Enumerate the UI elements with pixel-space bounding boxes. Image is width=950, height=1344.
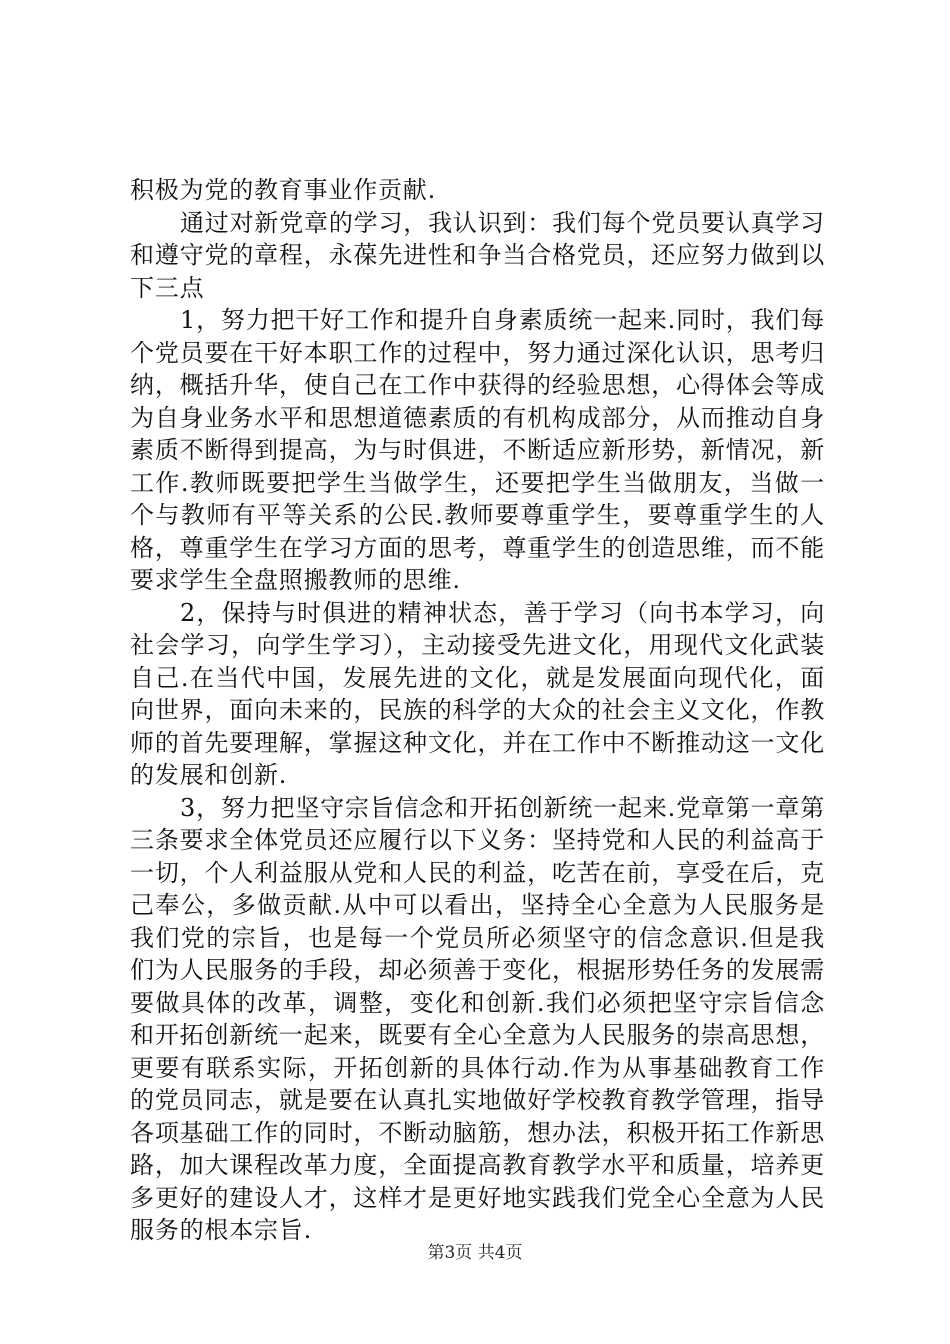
paragraph-point-1: 1，努力把干好工作和提升自身素质统一起来.同时，我们每个党员要在干好本职工作的过程中，努力通过深化认识，思考归纳，概括升华，使自己在工作中获得的经验思想，心得体会等成为自身业务水平和思想道德素质的有机构成部分，从而推动自身素质不断得到提高，为与时俱进，不断适应新形势，新情况，新工作.教师既要把学生当做学生，还要把学生当做朋友，当做一个与教师有平等关系的公民.教师要尊重学生，要尊重学生的人格，尊重学生在学习方面的思考，尊重学生的创造思维，而不能要求学生全盘照搬教师的思维. [130, 306, 825, 594]
paragraph-point-3: 3，努力把坚守宗旨信念和开拓创新统一起来.党章第一章第三条要求全体党员还应履行以下义务：坚持党和人民的利益高于一切，个人利益服从党和人民的利益，吃苦在前，享受在后，克己奉公，多做贡献.从中可以看出，坚持全心全意为人民服务是我们党的宗旨，也是每一个党员所必须坚守的信念意识.但是我们为人民服务的手段，却必须善于变化，根据形势任务的发展需要做具体的改革，调整，变化和创新.我们必须把坚守宗旨信念和开拓创新统一起来，既要有全心全意为人民服务的崇高思想，更要有联系实际，开拓创新的具体行动.作为从事基础教育工作的党员同志，就是要在认真扎实地做好学校教育教学管理，指导各项基础工作的同时，不断动脑筋，想办法，积极开拓工作新思路，加大课程改革力度，全面提高教育教学水平和质量，培养更多更好的建设人才，这样才是更好地实践我们党全心全意为人民服务的根本宗旨. [130, 793, 825, 1244]
document-body [130, 174, 825, 1247]
paragraph-point-2: 2，保持与时俱进的精神状态，善于学习（向书本学习，向社会学习，向学生学习），主动接受先进文化，用现代文化武装自己.在当代中国，发展先进的文化，就是发展面向现代化，面向世界，面向未来的，民族的科学的大众的社会主义文化，作教师的首先要理解，掌握这种文化，并在工作中不断推动这一文化的发展和创新. [130, 598, 825, 789]
page-number-footer: 第3页 共4页 [427, 1243, 523, 1263]
paragraph-continuation: 积极为党的教育事业作贡献. [130, 176, 437, 204]
paragraph-intro: 通过对新党章的学习，我认识到：我们每个党员要认真学习和遵守党的章程，永葆先进性和争当合格党员，还应努力做到以下三点 [130, 208, 825, 302]
